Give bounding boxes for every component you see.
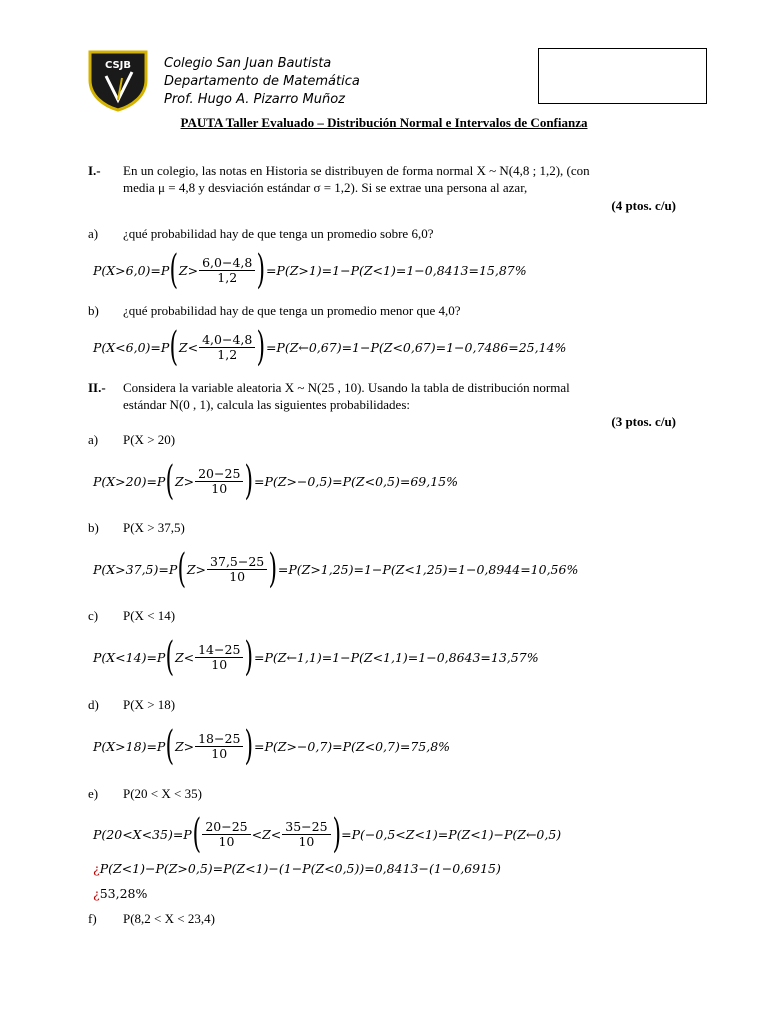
logo-text: CSJB <box>104 60 132 71</box>
eq-fraction: $\frac{14-25}{10}$ <box>195 643 243 672</box>
eq-fraction: $\frac{4,0-4,8}{1,2}$ <box>199 333 255 362</box>
teacher-name: Prof. Hugo A. Pizarro Muñoz <box>164 92 345 107</box>
department-name: Departamento de Matemática <box>164 74 360 89</box>
eq-z: Z> <box>178 262 199 278</box>
school-name: Colegio San Juan Bautista <box>164 56 332 71</box>
eq-lhs: P(X>6,0)=P <box>93 262 170 278</box>
error-mark: ¿ <box>93 861 100 876</box>
item-label: a) <box>88 432 99 447</box>
section-1-points: (4 ptos. c/u) <box>611 198 676 213</box>
equation: P(X>18)=P ( Z> $\frac{18-25}{10}$ ) =P(Z>−0,7)=P(Z<0,7)=75,8% <box>93 723 451 769</box>
section-2-label: II.- <box>88 380 106 395</box>
eq-fraction: $\frac{37,5-25}{10}$ <box>207 555 267 584</box>
section-2-points: (3 ptos. c/u) <box>611 414 676 429</box>
equation: P(X<14)=P ( Z< $\frac{14-25}{10}$ ) =P(Z←1,1)=1−P(Z<1,1)=1−0,8643=13,57% <box>93 634 539 680</box>
eq-fraction: $\frac{20-25}{10}$ <box>195 467 243 496</box>
eq-fraction-1: $\frac{20-25}{10}$ <box>202 820 250 849</box>
equation: P(20<X<35)=P ( $\frac{20-25}{10}$ <Z< $\frac{35-25}{10}$ ) =P(−0,5<Z<1)=P(Z<1)−P(Z←0,5) <box>93 811 562 857</box>
item-label: e) <box>88 786 99 801</box>
item-label: f) <box>88 911 97 926</box>
page-title: PAUTA Taller Evaluado – Distribución Normal e Intervalos de Confianza <box>180 115 588 130</box>
item-question: P(8,2 < X < 23,4) <box>123 911 215 926</box>
item-label: d) <box>88 697 99 712</box>
section-1-label: I.- <box>88 163 101 178</box>
equation: P(X>6,0)=P ( Z> $\frac{6,0-4,8}{1,2}$ ) =P(Z>1)=1−P(Z<1)=1−0,8413=15,87% <box>93 247 527 293</box>
error-mark: ¿ <box>93 886 100 901</box>
item-question: P(X > 18) <box>123 697 176 712</box>
item-label: c) <box>88 608 99 623</box>
item-label: b) <box>88 520 99 535</box>
eq-fraction: $\frac{18-25}{10}$ <box>195 732 243 761</box>
grade-box <box>538 48 707 104</box>
section-2-text-line2: estándar N(0 , 1), calcula las siguientes probabilidades: <box>123 397 410 412</box>
equation-line-2: ¿ P(Z<1)−P(Z>0,5)=P(Z<1)−(1−P(Z<0,5))=0,8413−(1−0,6915) <box>93 861 501 876</box>
item-question: P(X < 14) <box>123 608 176 623</box>
item-question: ¿qué probabilidad hay de que tenga un promedio menor que 4,0? <box>123 303 461 318</box>
section-1-text-line2: media μ = 4,8 y desviación estándar σ = 1,2). Si se extrae una persona al azar, <box>123 180 528 195</box>
section-1-text-line1: En un colegio, las notas en Historia se distribuyen de forma normal X ~ N(4,8 ; 1,2), (con <box>123 163 590 178</box>
item-label: b) <box>88 303 99 318</box>
item-question: P(X > 37,5) <box>123 520 185 535</box>
eq-fraction: $\frac{6,0-4,8}{1,2}$ <box>199 256 255 285</box>
equation: P(X<6,0)=P ( Z< $\frac{4,0-4,8}{1,2}$ ) =P(Z←0,67)=1−P(Z<0,67)=1−0,7486=25,14% <box>93 324 567 370</box>
item-label: a) <box>88 226 99 241</box>
eq-fraction-2: $\frac{35-25}{10}$ <box>282 820 330 849</box>
eq-rhs: =P(Z>1)=1−P(Z<1)=1−0,8413=15,87% <box>265 262 527 278</box>
item-question: P(X > 20) <box>123 432 176 447</box>
item-question: P(20 < X < 35) <box>123 786 202 801</box>
school-logo <box>88 50 148 112</box>
section-2-text-line1: Considera la variable aleatoria X ~ N(25 , 10). Usando la tabla de distribución normal <box>123 380 570 395</box>
equation: P(X>37,5)=P ( Z> $\frac{37,5-25}{10}$ ) =P(Z>1,25)=1−P(Z<1,25)=1−0,8944=10,56% <box>93 546 579 592</box>
equation: P(X>20)=P ( Z> $\frac{20-25}{10}$ ) =P(Z>−0,5)=P(Z<0,5)=69,15% <box>93 458 458 504</box>
item-question: ¿qué probabilidad hay de que tenga un promedio sobre 6,0? <box>123 226 434 241</box>
equation-line-3: ¿ 53,28% <box>93 886 148 901</box>
